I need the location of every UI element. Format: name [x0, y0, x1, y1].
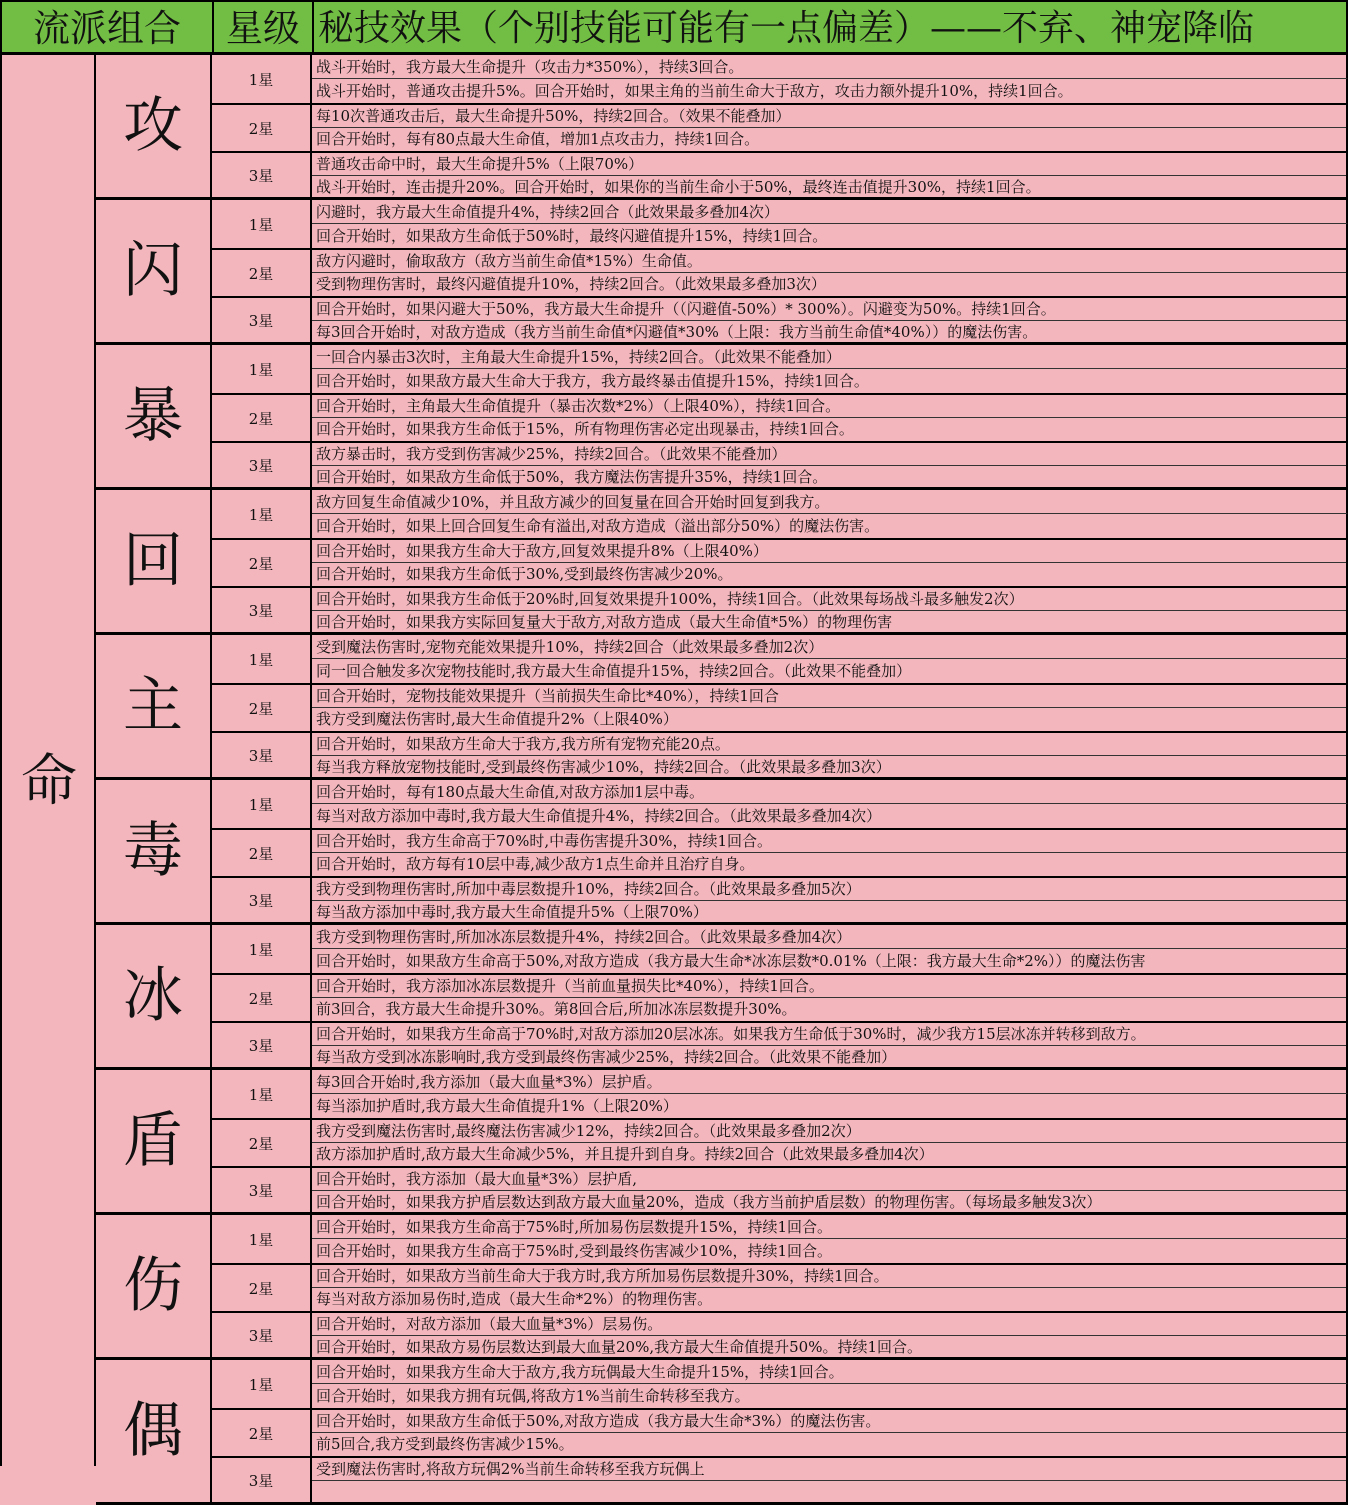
star-label: 2星	[212, 105, 312, 151]
effect-text: 受到魔法伤害时,宠物充能效果提升10%，持续2回合（此效果最多叠加2次）	[312, 635, 1348, 659]
effect-text: 受到魔法伤害时,将敌方玩偶2%当前生命转移至我方玩偶上	[312, 1457, 1348, 1481]
star-label: 3星	[212, 1023, 312, 1067]
star-tier	[212, 1263, 1348, 1311]
star-label: 1星	[212, 1070, 312, 1118]
effect-text: 回合开始时，敌方每有10层中毒,减少敌方1点生命并且治疗自身。	[312, 852, 1348, 876]
table-header	[0, 0, 1348, 55]
star-label: 1星	[212, 1360, 312, 1408]
effect-text: 我方受到魔法伤害时,最终魔法伤害减少12%，持续2回合。（此效果最多叠加2次）	[312, 1119, 1348, 1143]
star-label: 3星	[212, 1168, 312, 1212]
effect-text: 回合开始时，如果我方护盾层数达到敌方最大血量20%，造成（我方当前护盾层数）的物理伤害。（每场最多触发3次）	[312, 1190, 1348, 1214]
star-label: 2星	[212, 1120, 312, 1166]
star-tier	[212, 1311, 1348, 1357]
star-tier	[212, 441, 1348, 487]
effect-text	[312, 1480, 1348, 1504]
star-label: 3星	[212, 588, 312, 632]
effect-text: 敌方暴击时，我方受到伤害减少25%，持续2回合。（此效果不能叠加）	[312, 442, 1348, 466]
star-tier	[212, 925, 1348, 973]
star-tier	[212, 683, 1348, 731]
effect-text: 回合开始时，如果上回合回复生命有溢出,对敌方造成（溢出部分50%）的魔法伤害。	[312, 514, 1348, 538]
header-school: 流派组合	[2, 2, 214, 54]
star-label: 1星	[212, 55, 312, 103]
group-row	[96, 200, 1348, 345]
group-name: 暴	[96, 345, 212, 487]
effect-text: 回合开始时，每有180点最大生命值,对敌方添加1层中毒。	[312, 780, 1348, 804]
group-name: 攻	[96, 55, 212, 197]
star-tier	[212, 731, 1348, 777]
header-star: 星级	[214, 2, 314, 54]
star-tier	[212, 538, 1348, 586]
star-tier	[212, 586, 1348, 632]
effect-text: 同一回合触发多次宠物技能时,我方最大生命值提升15%，持续2回合。（此效果不能叠加）	[312, 659, 1348, 683]
effect-text: 回合开始时，如果闪避大于50%，我方最大生命提升（（闪避值-50%）* 300%）。闪避变为50%。持续1回合。	[312, 297, 1348, 321]
effect-text: 回合开始时，每有80点最大生命值，增加1点攻击力，持续1回合。	[312, 127, 1348, 151]
star-tier	[212, 1215, 1348, 1263]
group-name: 偶	[96, 1360, 212, 1502]
effect-text: 前3回合，我方最大生命提升30%。第8回合后,所加冰冻层数提升30%。	[312, 997, 1348, 1021]
effect-text: 每3回合开始时，对敌方造成（我方当前生命值*闪避值*30%（上限：我方当前生命值*40%））的魔法伤害。	[312, 320, 1348, 344]
group-name: 主	[96, 635, 212, 777]
star-label: 2星	[212, 1265, 312, 1311]
star-label: 1星	[212, 200, 312, 248]
star-tier	[212, 1360, 1348, 1408]
effect-text: 我方受到物理伤害时,所加中毒层数提升10%，持续2回合。（此效果最多叠加5次）	[312, 877, 1348, 901]
effect-text: 回合开始时，如果敌方易伤层数达到最大血量20%,我方最大生命值提升50%。持续1回合。	[312, 1335, 1348, 1359]
effect-text: 回合开始时，如果我方生命高于75%时,受到最终伤害减少10%，持续1回合。	[312, 1239, 1348, 1263]
star-tier	[212, 876, 1348, 922]
effect-text: 回合开始时，如果我方实际回复量大于敌方,对敌方造成（最大生命值*5%）的物理伤害	[312, 610, 1348, 634]
effect-text: 回合开始时，如果我方拥有玩偶,将敌方1%当前生命转移至我方。	[312, 1384, 1348, 1408]
group-row	[96, 780, 1348, 925]
effect-text: 每当敌方添加中毒时,我方最大生命值提升5%（上限70%）	[312, 900, 1348, 924]
effect-text: 战斗开始时，我方最大生命提升（攻击力*350%），持续3回合。	[312, 55, 1348, 79]
effect-text: 回合开始时，如果敌方生命低于50%，我方魔法伤害提升35%，持续1回合。	[312, 465, 1348, 489]
group-row	[96, 1360, 1348, 1505]
group-row	[96, 55, 1348, 200]
star-label: 3星	[212, 1313, 312, 1357]
star-label: 1星	[212, 780, 312, 828]
effect-text: 回合开始时，我方添加冰冻层数提升（当前血量损失比*40%），持续1回合。	[312, 974, 1348, 998]
star-label: 2星	[212, 540, 312, 586]
effect-text: 回合开始时，如果敌方当前生命大于我方时,我方所加易伤层数提升30%，持续1回合。	[312, 1264, 1348, 1288]
star-label: 1星	[212, 345, 312, 393]
effect-text: 敌方回复生命值减少10%，并且敌方减少的回复量在回合开始时回复到我方。	[312, 490, 1348, 514]
effect-text: 每当对敌方添加易伤时,造成（最大生命*2%）的物理伤害。	[312, 1287, 1348, 1311]
group-row	[96, 635, 1348, 780]
effect-text: 回合开始时，宠物技能效果提升（当前损失生命比*40%），持续1回合	[312, 684, 1348, 708]
effect-text: 回合开始时，如果我方生命低于20%时,回复效果提升100%，持续1回合。（此效果每场战斗最多触发2次）	[312, 587, 1348, 611]
effect-text: 每当我方释放宠物技能时,受到最终伤害减少10%，持续2回合。（此效果最多叠加3次）	[312, 755, 1348, 779]
effect-text: 每当敌方受到冰冻影响时,我方受到最终伤害减少25%，持续2回合。（此效果不能叠加）	[312, 1045, 1348, 1069]
star-tier	[212, 55, 1348, 103]
effect-text: 回合开始时，对敌方添加（最大血量*3%）层易伤。	[312, 1312, 1348, 1336]
star-tier	[212, 1408, 1348, 1456]
star-label: 3星	[212, 1458, 312, 1502]
effect-text: 敌方添加护盾时,敌方最大生命减少5%，并且提升到自身。持续2回合（此效果最多叠加4次）	[312, 1142, 1348, 1166]
effect-text: 战斗开始时，普通攻击提升5%。回合开始时，如果主角的当前生命大于敌方，攻击力额外提升10%，持续1回合。	[312, 79, 1348, 103]
group-name: 盾	[96, 1070, 212, 1212]
effect-text: 每当对敌方添加中毒时,我方最大生命值提升4%，持续2回合。（此效果最多叠加4次）	[312, 804, 1348, 828]
header-effect: 秘技效果（个别技能可能有一点偏差）——不弃、神宠降临	[318, 8, 1255, 49]
effect-text: 回合开始时，如果敌方生命低于50%,对敌方造成（我方最大生命*3%）的魔法伤害。	[312, 1409, 1348, 1433]
star-label: 1星	[212, 1215, 312, 1263]
star-label: 2星	[212, 395, 312, 441]
group-name: 伤	[96, 1215, 212, 1357]
star-label: 1星	[212, 925, 312, 973]
star-label: 3星	[212, 733, 312, 777]
effect-text: 回合开始时，如果敌方生命低于50%时，最终闪避值提升15%，持续1回合。	[312, 224, 1348, 248]
group-row	[96, 925, 1348, 1070]
category-label: 命	[21, 749, 77, 814]
effect-text: 回合开始时，如果敌方生命高于50%,对敌方造成（我方最大生命*冰冻层数*0.01%（上限：我方最大生命*2%））的魔法伤害	[312, 949, 1348, 973]
effect-text: 回合开始时，如果我方生命高于75%时,所加易伤层数提升15%，持续1回合。	[312, 1215, 1348, 1239]
star-tier	[212, 393, 1348, 441]
group-row	[96, 1215, 1348, 1360]
effect-text: 回合开始时，如果我方生命高于70%时,对敌方添加20层冰冻。如果我方生命低于30%时，减少我方15层冰冻并转移到敌方。	[312, 1022, 1348, 1046]
effect-text: 回合开始时，如果我方生命低于30%,受到最终伤害减少20%。	[312, 562, 1348, 586]
star-tier	[212, 296, 1348, 342]
star-tier	[212, 490, 1348, 538]
group-row	[96, 345, 1348, 490]
effect-text: 每10次普通攻击后，最大生命提升50%，持续2回合。（效果不能叠加）	[312, 104, 1348, 128]
effect-text: 回合开始时，如果我方生命低于15%，所有物理伤害必定出现暴击，持续1回合。	[312, 417, 1348, 441]
star-tier	[212, 1118, 1348, 1166]
effect-text: 回合开始时，如果敌方最大生命大于我方，我方最终暴击值提升15%，持续1回合。	[312, 369, 1348, 393]
star-label: 2星	[212, 1410, 312, 1456]
effect-text: 前5回合,我方受到最终伤害减少15%。	[312, 1432, 1348, 1456]
star-tier	[212, 1166, 1348, 1212]
star-tier	[212, 1456, 1348, 1502]
group-row	[96, 1070, 1348, 1215]
effect-text: 回合开始时，如果我方生命大于敌方,回复效果提升8%（上限40%）	[312, 539, 1348, 563]
effect-text: 闪避时，我方最大生命值提升4%，持续2回合（此效果最多叠加4次）	[312, 200, 1348, 224]
effect-text: 每当添加护盾时,我方最大生命值提升1%（上限20%）	[312, 1094, 1348, 1118]
star-tier	[212, 345, 1348, 393]
star-label: 2星	[212, 830, 312, 876]
effect-text: 回合开始时，如果我方生命大于敌方,我方玩偶最大生命提升15%，持续1回合。	[312, 1360, 1348, 1384]
star-label: 2星	[212, 250, 312, 296]
category-cell	[0, 55, 96, 1466]
group-name: 回	[96, 490, 212, 632]
group-name: 冰	[96, 925, 212, 1067]
effect-text: 敌方闪避时，偷取敌方（敌方当前生命值*15%）生命值。	[312, 249, 1348, 273]
star-tier	[212, 635, 1348, 683]
effect-text: 回合开始时，我方添加（最大血量*3%）层护盾,	[312, 1167, 1348, 1191]
star-label: 3星	[212, 298, 312, 342]
effect-text: 回合开始时，我方生命高于70%时,中毒伤害提升30%，持续1回合。	[312, 829, 1348, 853]
effect-text: 战斗开始时，连击提升20%。回合开始时，如果你的当前生命小于50%，最终连击值提升30%，持续1回合。	[312, 175, 1348, 199]
star-tier	[212, 828, 1348, 876]
effect-text: 每3回合开始时,我方添加（最大血量*3%）层护盾。	[312, 1070, 1348, 1094]
effect-text: 我方受到魔法伤害时,最大生命值提升2%（上限40%）	[312, 707, 1348, 731]
star-tier	[212, 103, 1348, 151]
group-name: 闪	[96, 200, 212, 342]
star-label: 3星	[212, 443, 312, 487]
star-label: 3星	[212, 878, 312, 922]
effect-text: 一回合内暴击3次时，主角最大生命提升15%，持续2回合。（此效果不能叠加）	[312, 345, 1348, 369]
group-name: 毒	[96, 780, 212, 922]
effect-text: 回合开始时，如果敌方生命大于我方,我方所有宠物充能20点。	[312, 732, 1348, 756]
effect-text: 我方受到物理伤害时,所加冰冻层数提升4%，持续2回合。（此效果最多叠加4次）	[312, 925, 1348, 949]
star-label: 2星	[212, 685, 312, 731]
star-tier	[212, 248, 1348, 296]
star-tier	[212, 200, 1348, 248]
group-row	[96, 490, 1348, 635]
star-label: 2星	[212, 975, 312, 1021]
star-tier	[212, 1070, 1348, 1118]
star-tier	[212, 780, 1348, 828]
effect-text: 回合开始时，主角最大生命值提升（暴击次数*2%）（上限40%），持续1回合。	[312, 394, 1348, 418]
effect-text: 受到物理伤害时，最终闪避值提升10%，持续2回合。（此效果最多叠加3次）	[312, 272, 1348, 296]
effect-text: 普通攻击命中时，最大生命提升5%（上限70%）	[312, 152, 1348, 176]
star-label: 1星	[212, 490, 312, 538]
star-tier	[212, 973, 1348, 1021]
star-label: 1星	[212, 635, 312, 683]
star-tier	[212, 1021, 1348, 1067]
star-tier	[212, 151, 1348, 197]
star-label: 3星	[212, 153, 312, 197]
